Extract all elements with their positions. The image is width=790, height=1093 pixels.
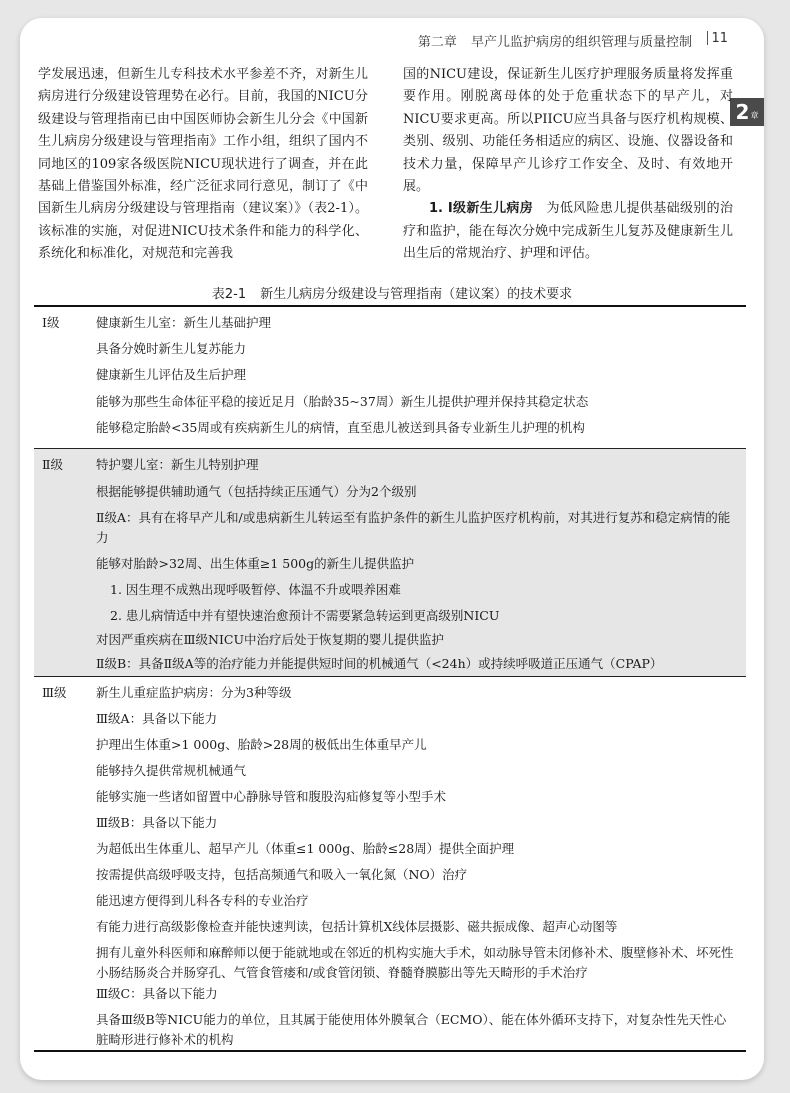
table-row: Ⅱ级A：具有在将早产儿和/或患病新生儿转运至有监护条件的新生儿监护医疗机构前，对其进行复苏和稳定病情的能力	[96, 510, 731, 545]
table-row: Ⅲ级A：具备以下能力	[96, 711, 218, 726]
table-row: Ⅲ级C：具备以下能力	[96, 986, 218, 1001]
section-heading: 1. Ⅰ级新生儿病房	[429, 201, 534, 217]
header-title: 早产儿监护病房的组织管理与质量控制	[470, 35, 692, 50]
level-label: Ⅲ级	[42, 685, 67, 700]
header-chapter: 第二章	[417, 35, 457, 50]
table-section-level-3	[34, 677, 746, 1050]
table-row: 能够持久提供常规机械通气	[96, 763, 247, 778]
header-divider	[707, 31, 708, 45]
table-bottom-rule	[34, 1050, 746, 1052]
table-row: 为超低出生体重儿、超早产儿（体重≤1 000g、胎龄≤28周）提供全面护理	[96, 841, 515, 856]
table-row: 2. 患儿病情适中并有望快速治愈预计不需要紧急转运到更高级别NICU	[110, 608, 500, 623]
table-row: 健康新生儿评估及生后护理	[96, 367, 247, 382]
table-row: 具备分娩时新生儿复苏能力	[96, 341, 247, 356]
table-section-level-1	[34, 307, 746, 448]
chapter-tab-number: 2	[735, 100, 750, 124]
table-row: Ⅱ级B：具备Ⅱ级A等的治疗能力并能提供短时间的机械通气（<24h）或持续呼吸道正压通气（CPAP）	[96, 656, 663, 671]
page-number: 11	[711, 31, 728, 46]
right-column	[403, 64, 733, 266]
table-caption	[20, 283, 764, 302]
table-title: 新生儿病房分级建设与管理指南（建议案）的技术要求	[260, 287, 573, 302]
table-row: 能够实施一些诸如留置中心静脉导管和腹股沟疝修复等小型手术	[96, 789, 447, 804]
table-row: 健康新生儿室：新生儿基础护理	[96, 315, 272, 330]
left-column	[38, 64, 368, 266]
table-row: 新生儿重症监护病房：分为3种等级	[96, 685, 292, 700]
running-header	[20, 18, 764, 60]
book-page	[20, 18, 764, 1080]
chapter-tab-label: 章	[750, 110, 759, 120]
table-section-level-2	[34, 449, 746, 676]
table-row: 能迅速方便得到儿科各专科的专业治疗	[96, 893, 309, 908]
table-row: 1. 因生理不成熟出现呼吸暂停、体温不升或喂养困难	[110, 582, 401, 597]
table-row: Ⅲ级B：具备以下能力	[96, 815, 218, 830]
table-row: 能够稳定胎龄<35周或有疾病新生儿的病情，直至患儿被送到具备专业新生儿护理的机构	[96, 420, 585, 435]
right-paragraph: 国的NICU建设，保证新生儿医疗护理服务质量将发挥重要作用。刚脱离母体的处于危重状态下的早产儿，对NICU要求更高。所以PIICU应当具备与医疗机构规模、类别、级别、功能任务相适应的病区、设施、仪器设备和技术力量，保障早产儿诊疗工作安全、及时、有效地开展。	[403, 67, 733, 195]
table-row: 按需提供高级呼吸支持，包括高频通气和吸入一氧化氮（NO）治疗	[96, 867, 468, 882]
table-number: 表2-1	[211, 287, 247, 302]
table-row: 有能力进行高级影像检查并能快速判读，包括计算机X线体层摄影、磁共振成像、超声心动图等	[96, 919, 618, 934]
section-paragraph	[403, 198, 733, 265]
table-row: 具备Ⅲ级B等NICU能力的单位，且其属于能使用体外膜氧合（ECMO）、能在体外循环支持下，对复杂性先天性心脏畸形进行修补术的机构	[96, 1012, 727, 1047]
level-label: Ⅱ级	[42, 457, 63, 472]
table-row: 能够对胎龄>32周、出生体重≥1 500g的新生儿提供监护	[96, 556, 415, 571]
table-row: 特护婴儿室：新生儿特别护理	[96, 457, 259, 472]
level-label: Ⅰ级	[42, 315, 60, 330]
table-row: 根据能够提供辅助通气（包括持续正压通气）分为2个级别	[96, 484, 417, 499]
left-paragraph: 学发展迅速，但新生儿专科技术水平参差不齐，对新生儿病房进行分级建设管理势在必行。目前，我国的NICU分级建设与管理指南已由中国医师协会新生儿分会《中国新生儿病房分级建设与管理指南》工作小组，组织了国内不同地区的109家各级医院NICU现状进行了调查，并在此基础上借鉴国外标准，经广泛征求同行意见，制订了《中国新生儿病房分级建设与管理指南（建议案）》（表2-1）。该标准的实施，对促进NICU技术条件和能力的科学化、系统化和标准化，对规范和完善我	[38, 67, 368, 262]
section-text: 为低风险患儿提供基础级别的治疗和监护，能在每次分娩中完成新生儿复苏及健康新生儿出生后的常规治疗、护理和评估。	[403, 201, 733, 262]
table-row: 对因严重疾病在Ⅲ级NICU中治疗后处于恢复期的婴儿提供监护	[96, 632, 445, 647]
table-row: 护理出生体重>1 000g、胎龄>28周的极低出生体重早产儿	[96, 737, 427, 752]
table-row: 拥有儿童外科医师和麻醉师以便于能就地或在邻近的机构实施大手术，如动脉导管未闭修补术、腹壁修补术、坏死性小肠结肠炎合并肠穿孔、气管食管瘘和/或食管闭锁、脊髓脊膜膨出等先天畸形的手术治疗	[96, 945, 734, 980]
chapter-tab	[730, 98, 764, 126]
table-row: 能够为那些生命体征平稳的接近足月（胎龄35~37周）新生儿提供护理并保持其稳定状态	[96, 394, 589, 409]
